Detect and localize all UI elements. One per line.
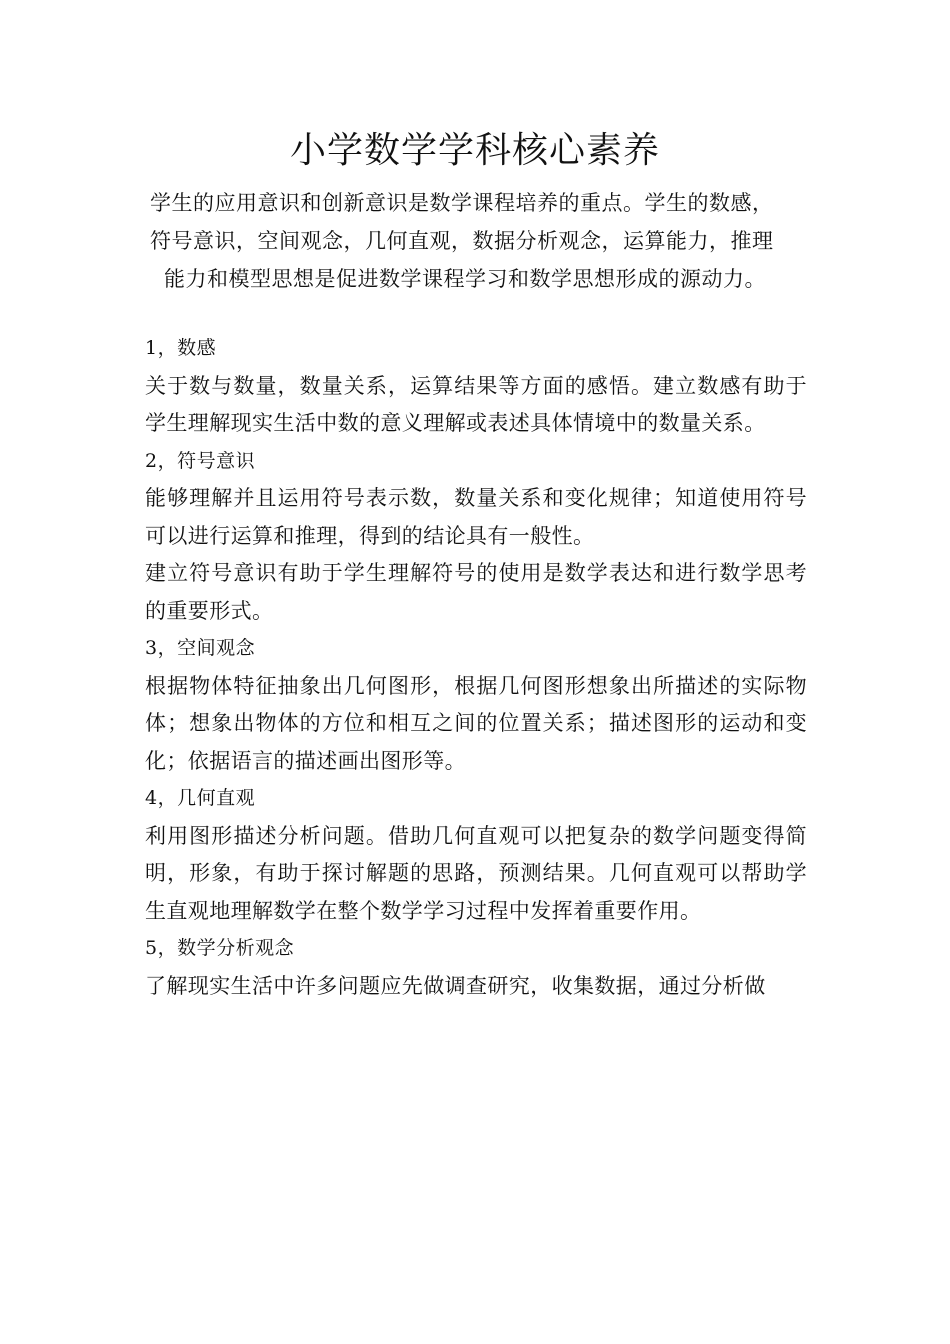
section-heading-spatial-concept: 3，空间观念 — [145, 637, 256, 659]
intro-line: 学生的应用意识和创新意识是数学课程培养的重点。学生的数感， — [150, 191, 774, 215]
section-paragraph: 根据物体特征抽象出几何图形，根据几何图形想象出所描述的实际物体；想象出物体的方位和相互之间的位置关系；描述图形的运动和变化；依据语言的描述画出图形等。 — [145, 673, 807, 773]
intro-paragraph — [150, 184, 810, 298]
intro-line: 能力和模型思想是促进数学课程学习和数学思想形成的源动力。 — [164, 267, 766, 291]
intro-line: 符号意识，空间观念，几何直观，数据分析观念，运算能力，推理 — [150, 229, 774, 253]
document-body — [145, 330, 807, 1005]
section-heading-geometric-intuition: 4，几何直观 — [145, 787, 256, 809]
section-heading-number-sense: 1，数感 — [145, 337, 217, 359]
section-paragraph: 建立符号意识有助于学生理解符号的使用是数学表达和进行数学思考的重要形式。 — [145, 561, 807, 623]
section-paragraph: 关于数与数量，数量关系，运算结果等方面的感悟。建立数感有助于学生理解现实生活中数的意义理解或表述具体情境中的数量关系。 — [145, 373, 807, 435]
section-paragraph: 了解现实生活中许多问题应先做调查研究，收集数据，通过分析做 — [145, 973, 766, 998]
section-heading-data-analysis: 5，数学分析观念 — [145, 937, 295, 959]
section-paragraph: 能够理解并且运用符号表示数，数量关系和变化规律；知道使用符号可以进行运算和推理，得到的结论具有一般性。 — [145, 486, 807, 548]
section-paragraph: 利用图形描述分析问题。借助几何直观可以把复杂的数学问题变得简明，形象，有助于探讨解题的思路，预测结果。几何直观可以帮助学生直观地理解数学在整个数学学习过程中发挥着重要作用。 — [145, 823, 807, 923]
document-title: 小学数学学科核心素养 — [289, 130, 660, 171]
section-heading-symbol-sense: 2，符号意识 — [145, 449, 256, 472]
